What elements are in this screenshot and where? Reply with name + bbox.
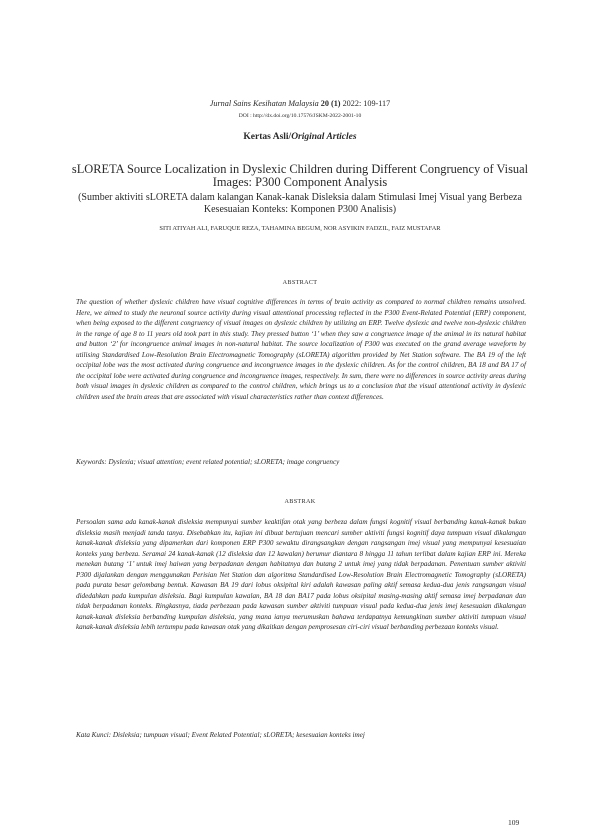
journal-citation: [0, 99, 600, 108]
section-label-malay: Kertas Asli/: [243, 132, 292, 142]
paper-title: sLORETA Source Localization in Dyslexic Children during Different Congruency of Visual Images: P300 Component Analysis: [71, 162, 529, 189]
abstrak-keywords: Kata Kunci: Disleksia; tumpuan visual; Event Related Potential; sLORETA; kesesuaian konteks imej: [76, 731, 365, 739]
author-list: SITI ATIYAH ALI, FARUQUE REZA, TAHAMINA BEGUM, NOR ASYIKIN FADZIL, FAIZ MUSTAFAR: [159, 225, 441, 232]
abstrak-body: Persoalan sama ada kanak-kanak disleksia mempunyai sumber keaktifan otak yang berbeza dalam fungsi kognitif visual berbanding kanak-kanak bukan disleksia masih menjadi tanda tanya. Disebabkan itu, kajian ini dibuat bertujuan mencari sumber aktiviti fungsi kognitif daya tumpuan visual dikalangan kanak-kanak disleksia yang dipamerkan dari komponen ERP P300 sewaktu dirangsangkan dengan rangsangan imej visual yang mempunyai kesesuaian konteks yang berbeza. Seramai 24 kanak-kanak (12 disleksia dan 12 kawalan) berumur diantara 8 hingga 11 tahun terlibat dalam kajian ERP ini. Mereka menekan butang ‘1’ untuk imej haiwan yang berpadanan dengan habitatnya dan butang 2 untuk imej yang tidak berpadanan. Penentuan sumber aktiviti P300 dijalankan dengan menggunakan Perisian Net Station dan algoritma Standardised Low-Resolution Brain Electromagnetic Tomography (sLORETA) pada purata besar gelombang bentuk. Kawasan BA 19 dari lobus oksipital kiri adalah kawasan paling aktif semasa kedua-dua jenis rangsangan visual didedahkan pada kumpulan disleksia. Bagi kumpulan kawalan, BA 18 dan BA17 pada lobus oksipital masing-masing aktif semasa imej berpadanan dan tidak berpadanan konteks. Ringkasnya, tiada perbezaan pada kawasan sumber aktiviti tumpuan visual pada kedua-dua jenis imej kesesuaian dikalangan kanak-kanak disleksia berbanding kumpulan disleksia, yang mana ianya merumuskan bahawa terdapatnya kemungkinan sumber aktiviti tumpuan visual kanak-kanak disleksia lebih tertumpu pada kawasan otak yang dikaitkan dengan pemprosesan ciri-ciri visual berbanding perbezaan konteks visual.: [76, 518, 526, 632]
journal-volume: 20: [320, 99, 329, 108]
abstract-body: The question of whether dyslexic children have visual cognitive differences in terms of brain activity as compared to normal children remains unsolved. Here, we aimed to study the neuronal source activity during visual attentional processing reflected in the P300 Event-Related Potential (ERP) component, when being exposed to the different congruency of visual images on dyslexic children by utilizing an ERP. Twelve dyslexic and twelve non-dyslexic children in the range of age 8 to 11 years old took part in this study. They pressed button ‘1’ when they saw a congruence image of the animal in its natural habitat and button ‘2’ for incongruence animal images in non-natural habitat. The source localization of P300 was executed on the grand average waveform by utilising Standardised Low-Resolution Brain Electromagnetic Tomography (sLORETA) algorithm provided by Net Station software. The BA 19 of the left occipital lobe was the most activated during congruence and incongruence images in the dyslexic children. As for the control children, BA 18 and BA 17 of the occipital lobe were activated during congruence and incongruence images, respectively. In sum, there were no differences in source activity areas during both visual images in dyslexic children as compared to the control children, which brings us to a conclusion that the visual attentional activity in dyslexic children used the brain areas that are associated with visual characteristics rather than context differences.: [76, 298, 526, 401]
abstract-keywords: Keywords: Dyslexia; visual attention; event related potential; sLORETA; image congruency: [76, 458, 340, 466]
journal-name: Jurnal Sains Kesihatan Malaysia: [209, 99, 319, 108]
doi-link[interactable]: DOI : http://dx.doi.org/10.17576/JSKM-2022-2001-10: [238, 113, 362, 119]
paper-subtitle: (Sumber aktiviti sLORETA dalam kalangan Kanak-kanak Disleksia dalam Stimulasi Imej Visual yang Berbeza Kesesuaian Konteks: Komponen P300 Analisis): [78, 192, 522, 215]
abstrak-heading: ABSTRAK: [284, 498, 316, 505]
page-number: 109: [508, 818, 520, 827]
section-label-english: Original Articles: [291, 132, 357, 142]
journal-year-pages: 2022: 109-117: [342, 99, 391, 108]
abstract-heading: ABSTRACT: [282, 279, 318, 286]
section-label: [0, 132, 600, 142]
journal-issue: (1): [330, 99, 341, 108]
